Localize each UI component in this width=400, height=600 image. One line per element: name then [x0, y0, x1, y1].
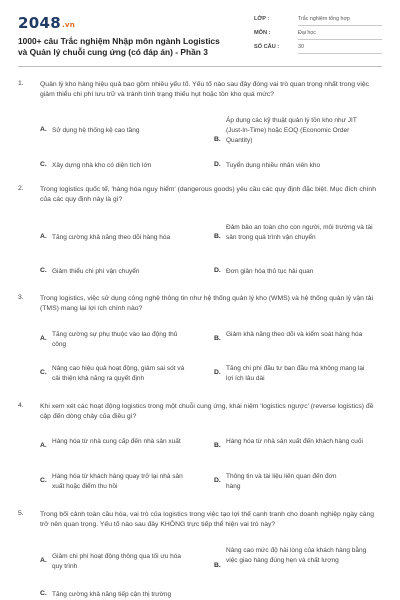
- option-letter: C.: [40, 477, 47, 484]
- question-text: Quản lý kho hàng hiệu quả bao gồm nhiều yếu tố. Yếu tố nào sau đây đóng vai trò quan trọng nhất trong việc giảm thiểu chi phí lưu trữ và tránh tình trạng thiếu hụt hoặc tồn kho quá mức?: [40, 81, 370, 98]
- question-number: 4.: [18, 402, 24, 409]
- meta-label: LỚP :: [254, 16, 270, 22]
- logo-text: 2048: [18, 14, 61, 32]
- option-text: Tăng chi phí đầu tư ban đầu mà không mang lại lợi ích lâu dài: [226, 365, 365, 382]
- option-text: Hàng hóa từ khách hàng quay trở lại nhà sản xuất hoặc điểm thu hồi: [52, 473, 183, 490]
- option-text: Sử dụng hệ thống kệ cao tầng: [52, 127, 140, 134]
- question-text: Trong logistics, việc sử dụng công nghệ thông tin như hệ thống quản lý kho (WMS) và hệ thống quản lý vận tải (TMS) mang lại lợi ích chính nào?: [40, 295, 374, 312]
- meta-label: SỐ CÂU :: [254, 44, 280, 50]
- option-letter: C.: [40, 267, 47, 274]
- option-letter: B.: [214, 233, 221, 240]
- option-letter: A.: [40, 335, 47, 342]
- option-letter: A.: [40, 442, 47, 449]
- option-text: Nâng cao mức độ hài lòng của khách hàng bằng việc giao hàng đúng hẹn và chất lượng: [226, 547, 367, 564]
- meta-value: Đại học: [298, 30, 382, 40]
- option-text: Thông tin và tài liệu liên quan đến đơn hàng: [226, 473, 337, 490]
- question-number: 2.: [18, 185, 24, 192]
- option-text: Giảm chi phí hoạt động thông qua tối ưu hóa quy trình: [52, 553, 182, 570]
- option-text: Giảm thiểu chi phí vận chuyển: [52, 268, 140, 275]
- option-text: Hàng hóa từ nhà sản xuất đến khách hàng cuối: [226, 438, 363, 445]
- question-text: Khi xem xét các hoạt động logistics trong một chuỗi cung ứng, khái niệm 'logistics ngược' (reverse logistics) đề cập đến dòng chảy của điều gì?: [40, 403, 374, 420]
- question-number: 3.: [18, 294, 24, 301]
- option-letter: C.: [40, 161, 47, 168]
- option-letter: B.: [214, 335, 221, 342]
- meta-value: 30: [298, 44, 382, 54]
- option-letter: D.: [214, 477, 221, 484]
- question-number: 1.: [18, 80, 24, 87]
- option-letter: A.: [40, 557, 47, 564]
- meta-label: MÔN :: [254, 30, 271, 36]
- option-text: Nâng cao hiệu quả hoạt động, giảm sai sót và cải thiện khả năng ra quyết định: [52, 365, 185, 382]
- option-text: Đảm bảo an toàn cho con người, môi trường và tài sản trong quá trình vận chuyển: [226, 224, 373, 241]
- meta-value: Trắc nghiệm tổng hợp: [298, 16, 382, 26]
- option-letter: B.: [214, 562, 221, 569]
- question-text: Trong bối cảnh toàn cầu hóa, vai trò của logistics trong việc tạo lợi thế cạnh tranh cho doanh nghiệp ngày càng trở nên quan trọng. Yếu tố nào sau đây KHÔNG trực tiếp thể hiện vai trò này?: [40, 511, 375, 528]
- option-letter: C.: [40, 590, 47, 597]
- option-text: Xây dựng nhà kho có diện tích lớn: [52, 162, 152, 169]
- document-header: [18, 14, 382, 62]
- question-number: 5.: [18, 510, 24, 517]
- option-letter: B.: [214, 442, 221, 449]
- header-divider: [18, 66, 382, 67]
- meta-table: [254, 14, 382, 56]
- option-letter: D.: [214, 267, 221, 274]
- option-text: Tăng cường sự phụ thuộc vào lao động thủ công: [52, 331, 178, 348]
- question-text: Trong logistics quốc tế, 'hàng hóa nguy hiểm' (dangerous goods) yêu cầu các quy định đặc biệt. Mục đích chính của các quy định này là gì?: [40, 186, 376, 203]
- option-text: Giảm khả năng theo dõi và kiểm soát hàng hóa: [226, 331, 363, 338]
- option-letter: D.: [214, 161, 221, 168]
- option-letter: A.: [40, 233, 47, 240]
- option-text: Tăng cường khả năng tiếp cận thị trường: [52, 591, 172, 598]
- option-letter: C.: [40, 369, 47, 376]
- document-title: 1000+ câu Trắc nghiệm Nhập môn ngành Logistics và Quản lý chuỗi cung ứng (có đáp án) - Phần 3: [18, 36, 220, 57]
- site-logo[interactable]: [18, 14, 75, 32]
- option-text: Áp dụng các kỹ thuật quản lý tồn kho như JIT (Just-In-Time) hoặc EOQ (Economic Order Quantity): [226, 117, 357, 144]
- option-letter: B.: [214, 136, 221, 143]
- meta-row-class: [254, 14, 382, 28]
- meta-row-subject: [254, 28, 382, 42]
- option-text: Tăng cường khả năng theo dõi hàng hóa: [52, 234, 171, 241]
- meta-row-count: [254, 42, 382, 56]
- option-text: Hàng hóa từ nhà cung cấp đến nhà sản xuất: [52, 438, 181, 445]
- option-text: Tuyển dụng nhiều nhân viên kho: [226, 162, 321, 169]
- logo-suffix: .vn: [61, 21, 76, 29]
- option-letter: D.: [214, 369, 221, 376]
- option-text: Đơn giản hóa thủ tục hải quan: [226, 268, 314, 275]
- option-letter: A.: [40, 126, 47, 133]
